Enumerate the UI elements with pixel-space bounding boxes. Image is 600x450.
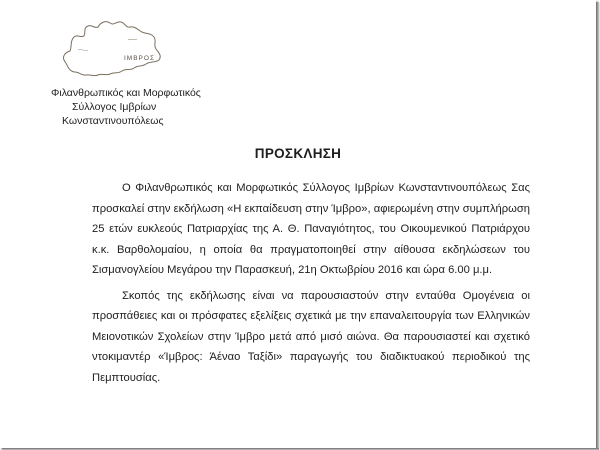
document-title: ΠΡΟΣΚΛΗΣΗ: [254, 146, 342, 161]
body-paragraph-2: Σκοπός της εκδήλωσης είναι να παρουσιαστούν στην ενταύθα Ομογένεια οι προσπάθειες και οι πρόσφατες εξελίξεις σχετικά με την επαναλειτουργία των Ελληνικών Μειονοτικών Σχολείων στην Ίμβρο μετά από μισό αιώνα. Θα παρουσιαστεί και σχετικό ντοκιμαντέρ «Ίμβρος: Άέναο Ταξίδι» παραγωγής του διαδικτυακού περιοδικού της Πεμπτουσίας.: [92, 289, 530, 384]
organization-name-line-2: Σύλλογος Ιμβρίων: [72, 101, 157, 113]
document-body: [92, 178, 530, 388]
organization-name-line-3: Κωνσταντινουπόλεως: [62, 115, 164, 127]
island-map-logo: [58, 10, 166, 90]
organization-name: [40, 86, 240, 128]
body-paragraph-1: Ο Φιλανθρωπικός και Μορφωτικός Σύλλογος Ιμβρίων Κωνσταντινουπόλεως Σας προσκαλεί στην εκδήλωση «Η εκπαίδευση στην Ίμβρο», αφιερωμένη στην συμπλήρωση 25 ετών ευκλεούς Πατριαρχίας της Α. Θ. Παναγιότητος, του Οικουμενικού Πατριάρχου κ.κ. Βαρθολομαίου, η οποία θα πραγματοποιηθεί στην αίθουσα εκδηλώσεων του Σισμανογλείου Μεγάρου την Παρασκευή, 21η Οκτωβρίου 2016 και ώρα 6.00 μ.μ.: [92, 182, 530, 276]
organization-name-line-1: Φιλανθρωπικός και Μορφωτικός: [51, 87, 201, 99]
imbros-island-outline-icon: [58, 10, 166, 90]
page-shadow-right: [596, 2, 599, 448]
logo-text: ΙΜΒΡΟΣ: [124, 55, 155, 62]
